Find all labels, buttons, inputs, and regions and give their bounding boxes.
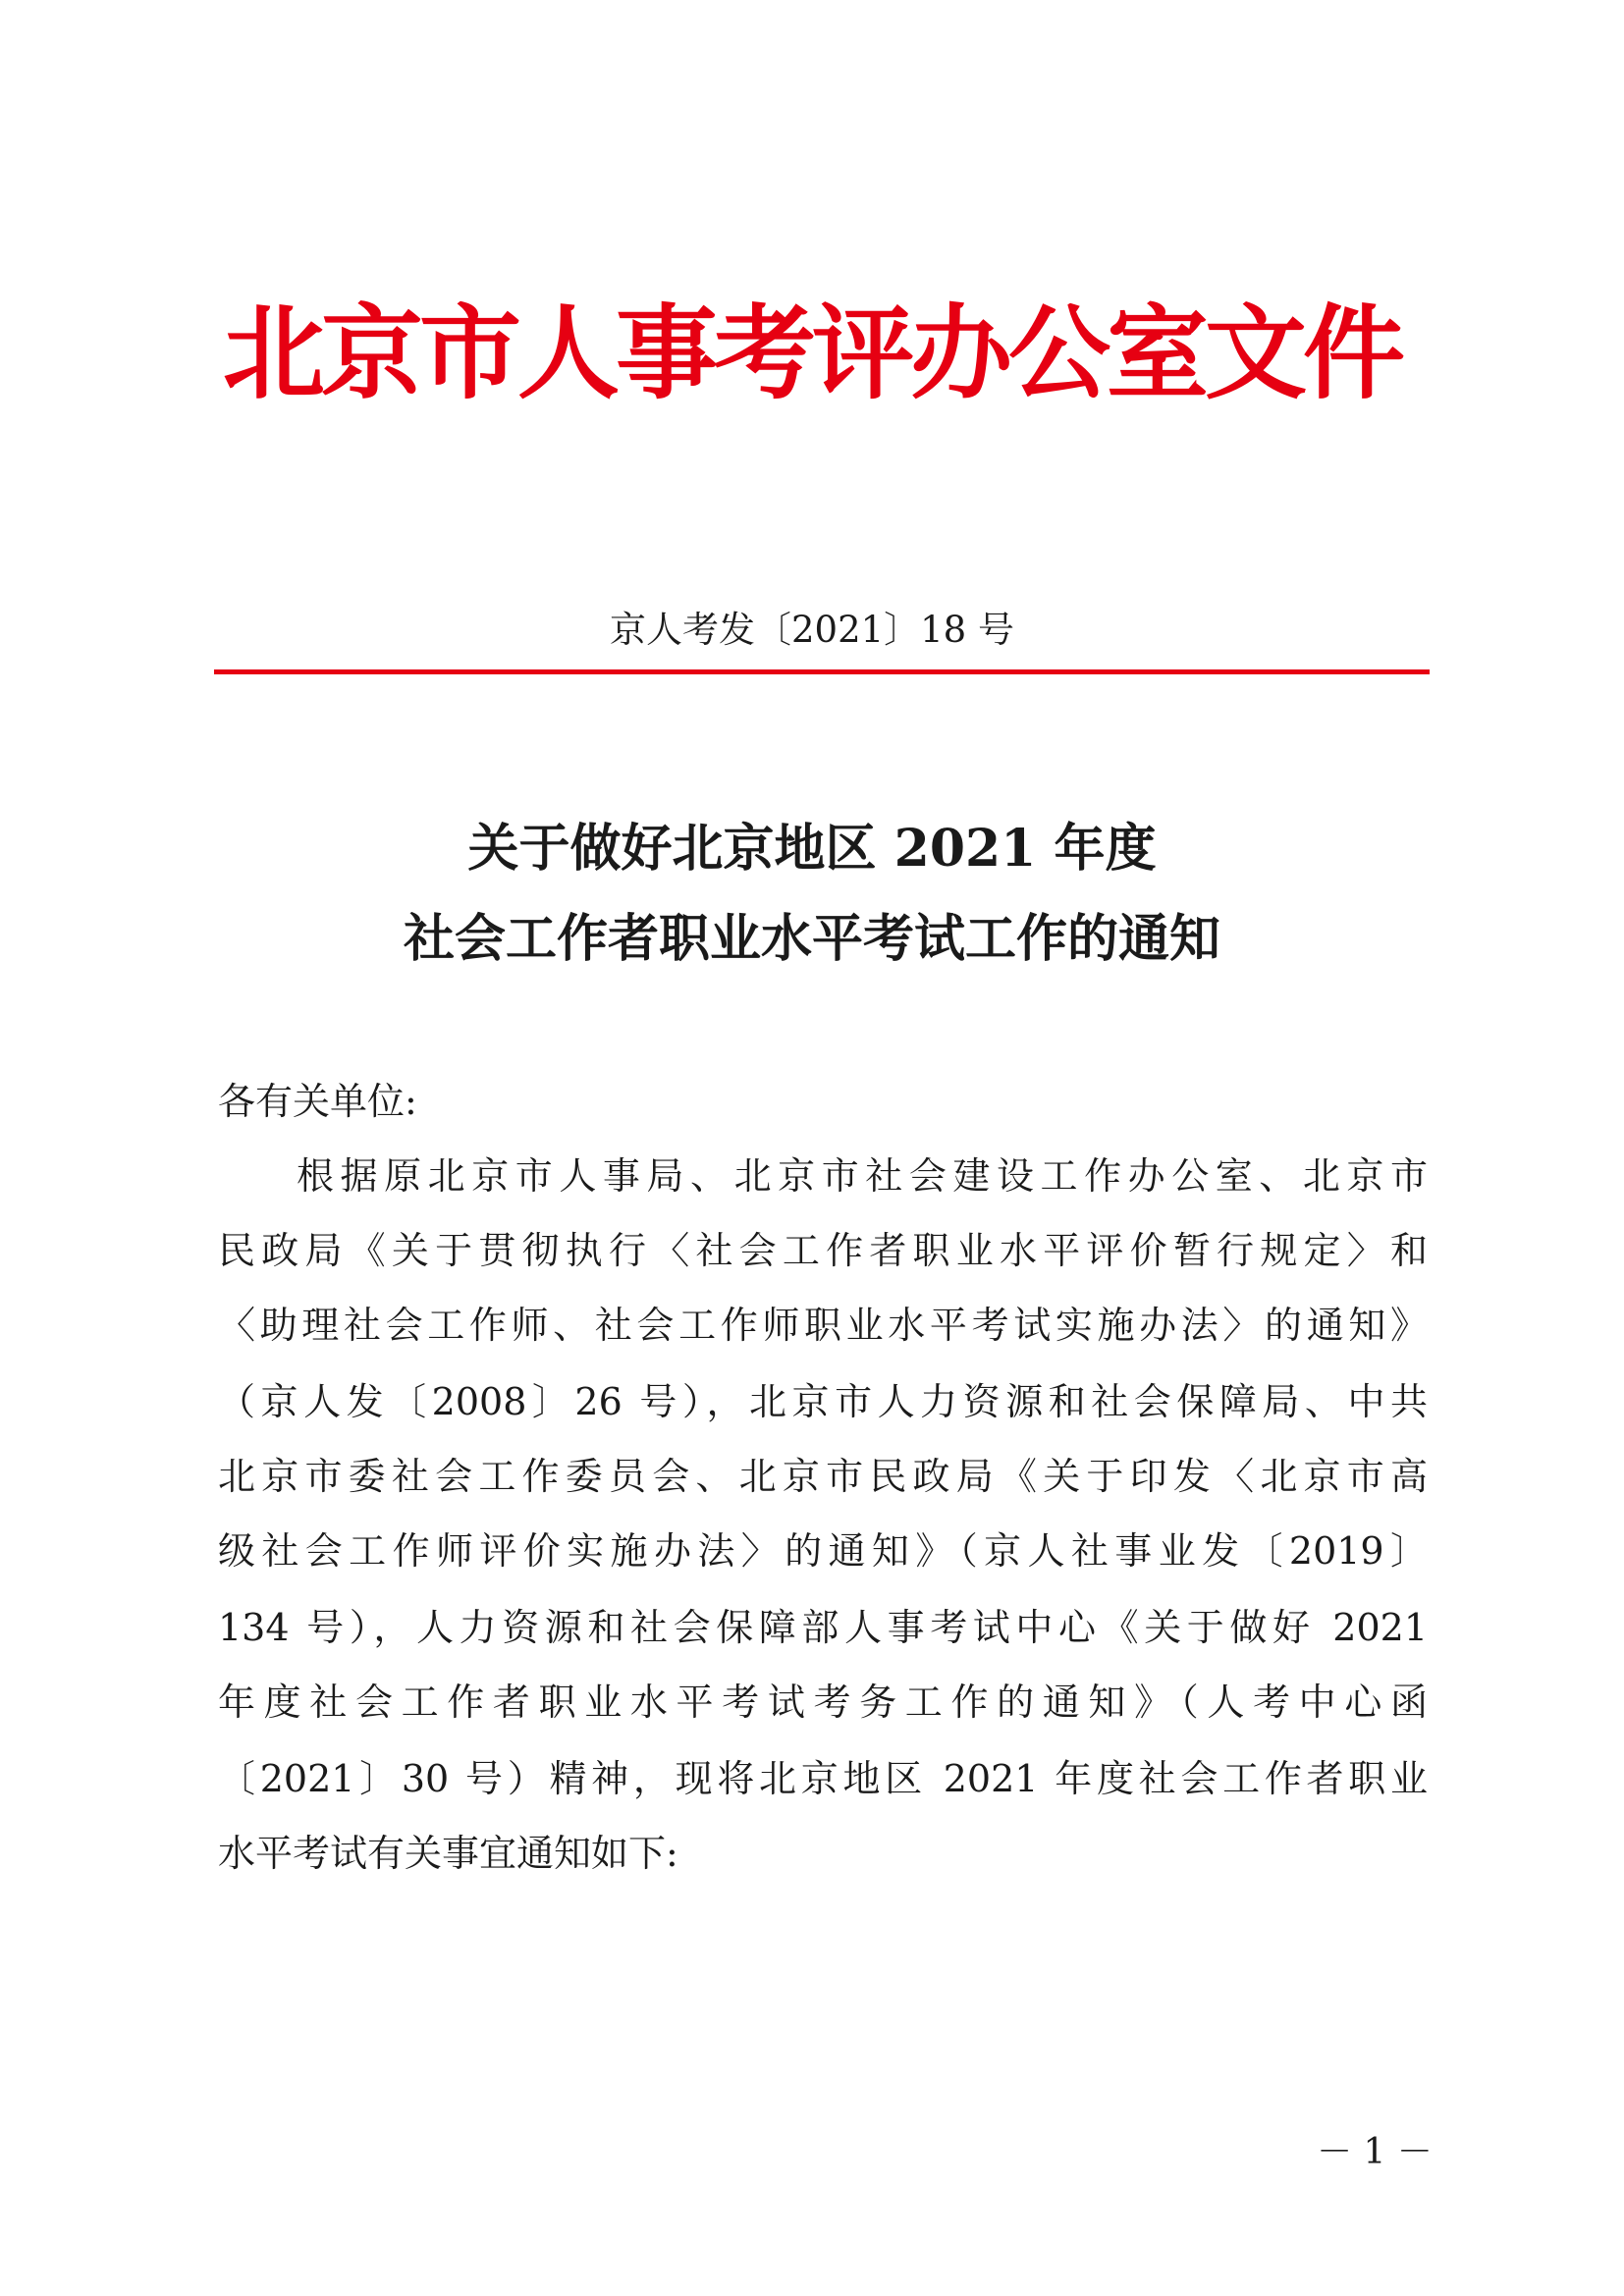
red-divider-line <box>214 669 1430 674</box>
salutation: 各有关单位: <box>218 1080 417 1123</box>
body-text-line: 民政局《关于贯彻执行〈社会工作者职业水平评价暂行规定〉和 <box>218 1229 1428 1272</box>
issuing-authority-title: 北京市人事考评办公室文件 <box>222 293 1401 413</box>
body-text-line: 〔2021〕30 号）精神，现将北京地区 2021 年度社会工作者职业 <box>218 1757 1428 1800</box>
document-number: 京人考发〔2021〕18 号 <box>609 609 1014 651</box>
body-text-line: 134 号），人力资源和社会保障部人事考试中心《关于做好 2021 <box>218 1606 1428 1649</box>
body-text-line: 根据原北京市人事局、北京市社会建设工作办公室、北京市 <box>297 1154 1428 1198</box>
body-text-line: 年度社会工作者职业水平考试考务工作的通知》（人考中心函 <box>218 1681 1428 1724</box>
body-text-line: 〈助理社会工作师、社会工作师职业水平考试实施办法〉的通知》 <box>218 1304 1428 1347</box>
notice-title-line-1: 关于做好北京地区 2021 年度 <box>467 819 1157 879</box>
body-text-line: （京人发〔2008〕26 号），北京市人力资源和社会保障局、中共 <box>218 1380 1428 1423</box>
body-text-line: 北京市委社会工作委员会、北京市民政局《关于印发〈北京市高 <box>218 1455 1428 1498</box>
body-text-line: 水平考试有关事宜通知如下: <box>218 1832 678 1875</box>
page-number: － 1 － <box>1317 2132 1433 2172</box>
body-text-line: 级社会工作师评价实施办法〉的通知》（京人社事业发〔2019〕 <box>218 1529 1428 1573</box>
notice-title-line-2: 社会工作者职业水平考试工作的通知 <box>403 909 1220 969</box>
